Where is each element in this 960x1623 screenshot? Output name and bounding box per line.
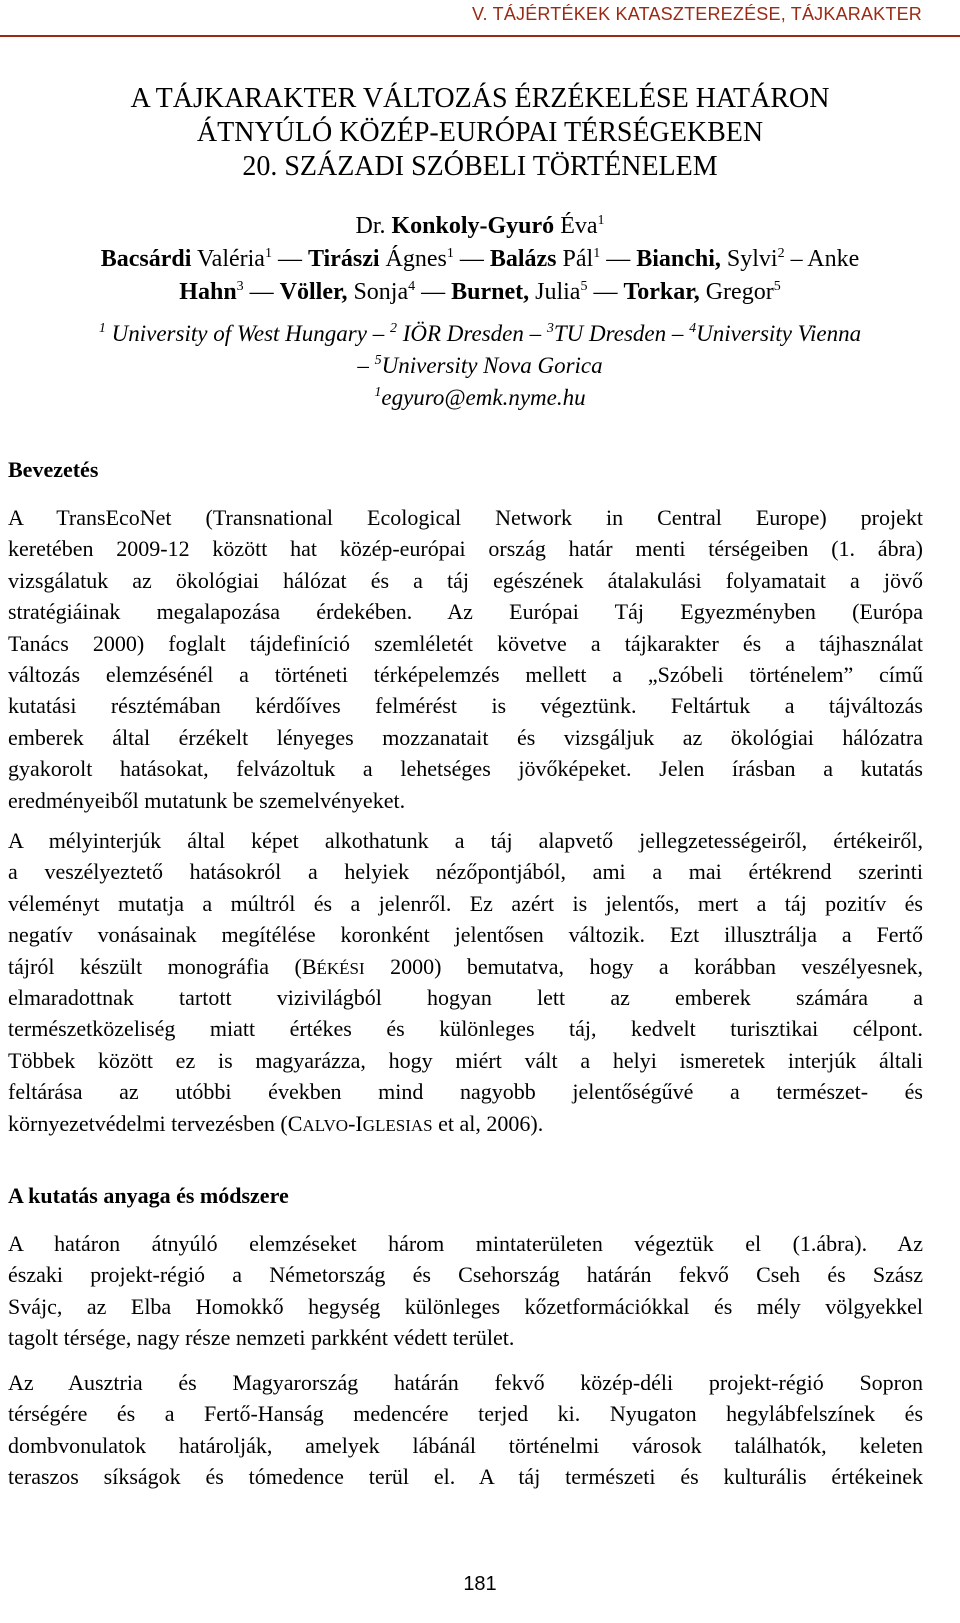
email-link[interactable]: egyuro@emk.nyme.hu	[381, 385, 586, 410]
section-heading: Bevezetés	[8, 457, 99, 482]
author-given: Julia	[529, 279, 581, 305]
citation-smallcaps: ALVO	[302, 1115, 349, 1135]
text-line: feltárása az utóbbi években mind nagyobb jelentőségűvé a természet- és	[8, 1079, 923, 1105]
author-surname: Bianchi,	[636, 246, 721, 272]
text-run: tájról készült monográfia (B	[8, 953, 317, 979]
affiliation-sup: 4	[689, 321, 697, 336]
text-line: vizsgálatuk az ökológiai hálózat és a táj egészének átalakulási folyamatait a jövő	[8, 567, 923, 593]
text-line: emberek által érzékelt lényeges mozzanatait és vizsgáljuk az ökológiai hálózatra	[8, 724, 923, 750]
paragraph	[8, 502, 923, 816]
page-number: 181	[463, 1573, 497, 1595]
text-line: a veszélyeztető hatásokról a helyiek nézőpontjából, ami a mai értékrend szerinti	[8, 859, 923, 885]
author-given: Ágnes	[379, 246, 447, 272]
affiliation-sup: 5	[374, 353, 382, 368]
author-surname: Bacsárdi	[100, 246, 192, 272]
affiliation-sup: 2	[389, 321, 397, 336]
author-given: Gregor	[699, 279, 774, 305]
author-separator: —	[587, 279, 624, 305]
text-line: A határon átnyúló elemzéseket három mintaterületen végeztük el (1.ábra). Az	[8, 1231, 923, 1256]
text-line: Többek között ez is magyarázza, hogy miért vált a helyi ismeretek interjúk általi	[8, 1047, 923, 1073]
affiliation-text: TU Dresden –	[553, 321, 690, 346]
affiliation-sup: 1	[374, 385, 382, 400]
author-surname: Torkar,	[623, 279, 700, 305]
author-surname: Hahn	[179, 279, 237, 305]
citation-smallcaps: GLESIAS	[362, 1115, 433, 1135]
affiliation-line	[0, 350, 960, 382]
text-line: tagolt térsége, nagy része nemzeti parkként védett terület.	[8, 1325, 515, 1351]
affiliation-text: IÖR Dresden –	[396, 321, 547, 346]
author-given: – Anke	[784, 246, 860, 272]
text-run: környezetvédelmi tervezésben (C	[8, 1110, 303, 1136]
text-line: véleményt mutatja a múltról és a jelenről. Ez azért is jelentős, mert a táj pozitív és	[8, 890, 923, 916]
title-line: 20. SZÁZADI SZÓBELI TÖRTÉNELEM	[242, 151, 718, 182]
affiliation-sup: 3	[546, 321, 554, 336]
author-sup: 1	[264, 246, 272, 261]
title-line: A TÁJKARAKTER VÁLTOZÁS ÉRZÉKELÉSE HATÁRON	[130, 83, 830, 114]
author-separator: —	[415, 279, 452, 305]
text-line: dombvonulatok határolják, amelyek lábánál történelmi városok találhatók, keleten	[8, 1432, 923, 1458]
text-line: Az Ausztria és Magyarország határán fekvő közép-déli projekt-régió Sopron	[8, 1370, 923, 1395]
header-rule	[0, 35, 960, 37]
author-separator: —	[243, 279, 280, 305]
text-line: természetközeliség miatt értékes és különleges táj, kedvelt turisztikai célpont.	[8, 1016, 923, 1042]
author-line	[0, 243, 960, 276]
text-line: A mélyinterjúk által képet alkothatunk a táj alapvető jellegzetességeiről, értékeiről,	[8, 828, 923, 853]
text-line: északi projekt-régió a Németország és Csehország határán fekvő Cseh és Szász	[8, 1262, 923, 1288]
author-given: Sonja	[347, 279, 409, 305]
affiliation-line	[0, 382, 960, 414]
author-given: Valéria	[191, 246, 265, 272]
author-separator: —	[453, 246, 490, 272]
text-line: Tanács 2000) foglalt tájdefiníció szemléletét követve a tájkarakter és a tájhasználat	[8, 630, 923, 656]
text-line: változás elemzésénél a történeti térképelemzés mellett a „Szóbeli történelem” című	[8, 661, 923, 687]
author-sup: 5	[580, 279, 588, 294]
author-separator: —	[600, 246, 637, 272]
text-line: keretében 2009-12 között hat közép-európai ország határ menti térségeiben (1. ábra)	[8, 536, 923, 562]
author-sup: 4	[408, 279, 416, 294]
paragraph	[8, 1228, 923, 1354]
text-line: kutatási résztémában kérdőíves felmérést is végeztünk. Feltártuk a tájváltozás	[8, 693, 923, 719]
author-given: Éva	[554, 213, 598, 239]
citation-smallcaps: ÉKÉSI	[316, 958, 365, 978]
author-surname: Balázs	[489, 246, 557, 272]
author-sup: 5	[773, 279, 781, 294]
text-line: negatív vonásainak megítélése koronként jelentősen változik. Ezt illusztrálja a Fertő	[8, 922, 923, 948]
text-run: -I	[348, 1110, 363, 1136]
author-surname: Tirászi	[307, 246, 380, 272]
affiliations	[0, 318, 960, 414]
text-line	[8, 951, 923, 982]
author-surname: Konkoly-Gyuró	[391, 213, 555, 239]
affiliation-line	[0, 318, 960, 350]
affiliation-text: University Nova Gorica	[381, 353, 603, 378]
text-run: et al, 2006).	[432, 1110, 544, 1136]
running-header: V. TÁJÉRTÉKEK KATASZTEREZÉSE, TÁJKARAKTER	[472, 4, 922, 24]
title-line: ÁTNYÚLÓ KÖZÉP-EURÓPAI TÉRSÉGEKBEN	[196, 117, 764, 148]
paragraph	[8, 1367, 923, 1493]
text-line: Svájc, az Elba Homokkő hegység különleges kőzetformációkkal és mély völgyekkel	[8, 1293, 923, 1319]
author-given: Sylvi	[720, 246, 778, 272]
text-line: teraszos síkságok és tómedence terül el. A táj természeti és kulturális értékeinek	[8, 1464, 923, 1490]
text-line: elmaradottnak tartott vizivilágból hogyan lett az emberek számára a	[8, 984, 923, 1010]
paragraph	[8, 825, 923, 1139]
affiliation-dash: –	[357, 353, 375, 378]
author-sup: 1	[593, 246, 601, 261]
text-line	[8, 1108, 923, 1139]
author-sup: 1	[446, 246, 454, 261]
text-line: gyakorolt hatásokat, felvázoltuk a lehetséges jövőképeket. Jelen írásban a kutatás	[8, 756, 923, 782]
affiliation-sup: 1	[98, 321, 106, 336]
affiliation-text: University of West Hungary –	[105, 321, 390, 346]
text-line: stratégiáinak megalapozása érdekében. Az Európai Táj Egyezményben (Európa	[8, 599, 923, 625]
paper-title	[0, 82, 960, 184]
author-surname: Völler,	[279, 279, 348, 305]
affiliation-text: University Vienna	[696, 321, 862, 346]
author-separator: —	[271, 246, 308, 272]
text-run: 2000) bemutatva, hogy a korábban veszélyesnek,	[364, 953, 923, 979]
author-sup: 1	[597, 213, 605, 228]
author-sup: 2	[777, 246, 785, 261]
author-prefix: Dr.	[355, 213, 392, 239]
text-line: térségére és a Fertő-Hanság medencére terjed ki. Nyugaton hegylábfelszínek és	[8, 1401, 923, 1427]
author-given: Pál	[556, 246, 594, 272]
section-heading: A kutatás anyaga és módszere	[8, 1183, 289, 1208]
author-line	[0, 276, 960, 309]
text-line: eredményeiből mutatunk be szemelvényeket.	[8, 787, 406, 813]
author-list	[0, 210, 960, 309]
author-surname: Burnet,	[451, 279, 530, 305]
author-line	[0, 210, 960, 243]
text-line: A TransEcoNet (Transnational Ecological Network in Central Europe) projekt	[8, 505, 923, 530]
author-sup: 3	[236, 279, 244, 294]
